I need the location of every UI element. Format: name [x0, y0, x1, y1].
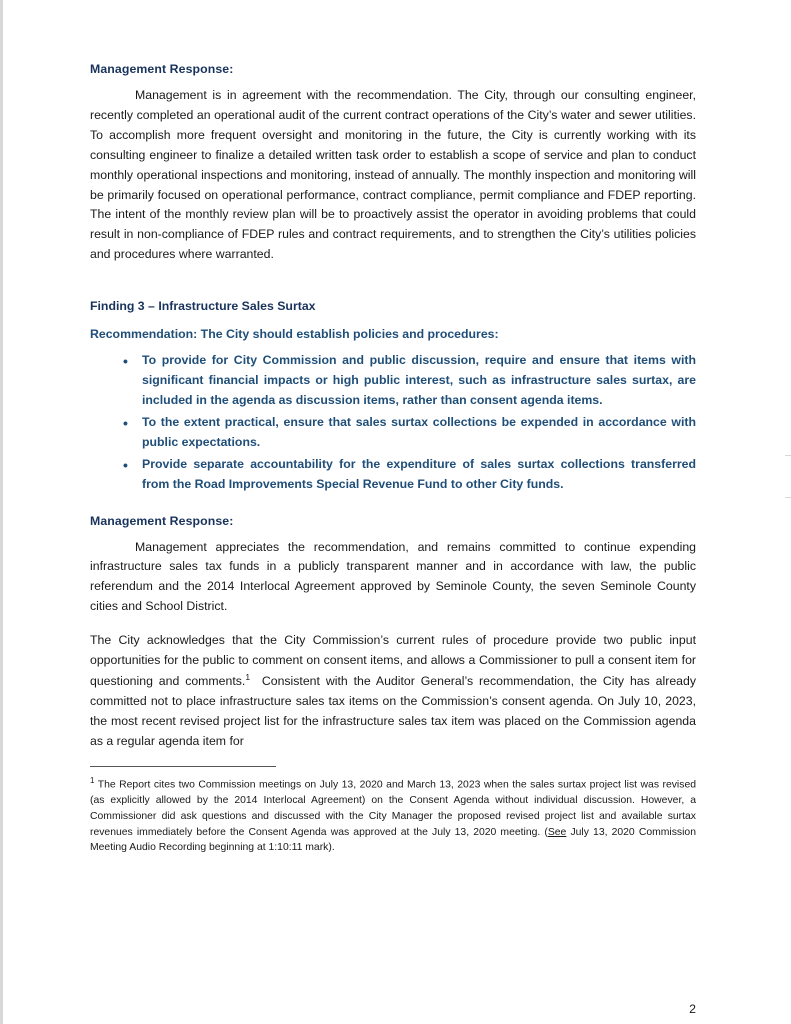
- footnote-see-citation: See: [547, 826, 567, 838]
- recommendation-list: [90, 351, 696, 494]
- page-edge-mark-bottom: [785, 497, 791, 498]
- document-body: [90, 62, 696, 1016]
- management-response-paragraph-3: [90, 631, 696, 752]
- footnote-marker: 1: [90, 775, 95, 785]
- paragraph-text-part-2: Consistent with the Auditor General’s recommendation, the City has already committed not to place infrastructure sales tax items on the Commission’s consent agenda. On July 10, 2023, the most recent revised project list for the infrastructure sales tax item was placed on the Commission agenda as a regular agenda item for: [90, 674, 696, 748]
- page-edge-mark-top: [785, 455, 791, 456]
- footnote-part-2: July 13, 2020 Commission Meeting Audio Recording beginning at 1:10:11 mark).: [90, 826, 696, 854]
- list-item: • Provide separate accountability for the expenditure of sales surtax collections transferred from the Road Improvements Special Revenue Fund to other City funds.: [142, 455, 696, 495]
- paragraph-text-part-1: The City acknowledges that the City Commission’s current rules of procedure provide two public input opportunities for the public to comment on consent items, and allows a Commissioner to pull a consent item for questioning and comments.: [90, 633, 696, 689]
- recommendation-lead: Recommendation: The City should establish policies and procedures:: [90, 327, 499, 342]
- footnote-text: [90, 775, 696, 857]
- finding-3-heading: Finding 3 – Infrastructure Sales Surtax: [90, 299, 316, 314]
- footnote-separator: [90, 766, 276, 767]
- page-edge-shadow: [0, 0, 3, 1024]
- paragraph-spacer: [90, 621, 696, 631]
- management-response-paragraph-2: Management appreciates the recommendation, and remains committed to continue expending infrastructure sales tax funds in a publicly transparent manner and in accordance with law, the public referendum and the 2014 Interlocal Agreement approved by Seminole County, the seven Seminole County cities and School District.: [90, 539, 696, 614]
- section-spacer-1: [90, 269, 696, 299]
- management-response-paragraph-1: Management is in agreement with the recommendation. The City, through our consulting engineer, recently completed an operational audit of the current contract operations of the City’s water and sewer utilities. To accomplish more frequent oversight and monitoring in the future, the City is currently working with its consulting engineer to finalize a detailed written task order to establish a scope of service and plan to conduct monthly operational inspections and monitoring, instead of annually. The monthly inspection and monitoring will be primarily focused on operational performance, contract compliance, permit compliance and FDEP reporting. The intent of the monthly review plan will be to proactively assist the operator in avoiding problems that could result in non-compliance of FDEP rules and contract requirements, and to strengthen the City’s utilities policies and procedures where warranted.: [90, 88, 696, 262]
- management-response-heading-2: Management Response:: [90, 513, 234, 528]
- page-number: 2: [689, 1002, 696, 1016]
- section-spacer-2: [90, 497, 696, 514]
- footnote-part-1: The Report cites two Commission meetings on July 13, 2020 and March 13, 2023 when the sales surtax project list was revised (as explicitly allowed by the 2014 Interlocal Agreement) on the Consent Agenda without individual discussion. However, a Commissioner did ask questions and discussed with the City Manager the proposed revised project list and available surtax revenues immediately before the Consent Agenda was approved at the July 13, 2020 meeting. (: [90, 779, 696, 838]
- list-item: • To provide for City Commission and public discussion, require and ensure that items with significant financial impacts or high public interest, such as infrastructure sales surtax, are included in the agenda as discussion items, rather than consent agenda items.: [142, 351, 696, 411]
- management-response-heading-1: Management Response:: [90, 62, 234, 76]
- footnote-reference: 1: [245, 671, 251, 682]
- list-item: • To the extent practical, ensure that sales surtax collections be expended in accordance with public expectations.: [142, 413, 696, 453]
